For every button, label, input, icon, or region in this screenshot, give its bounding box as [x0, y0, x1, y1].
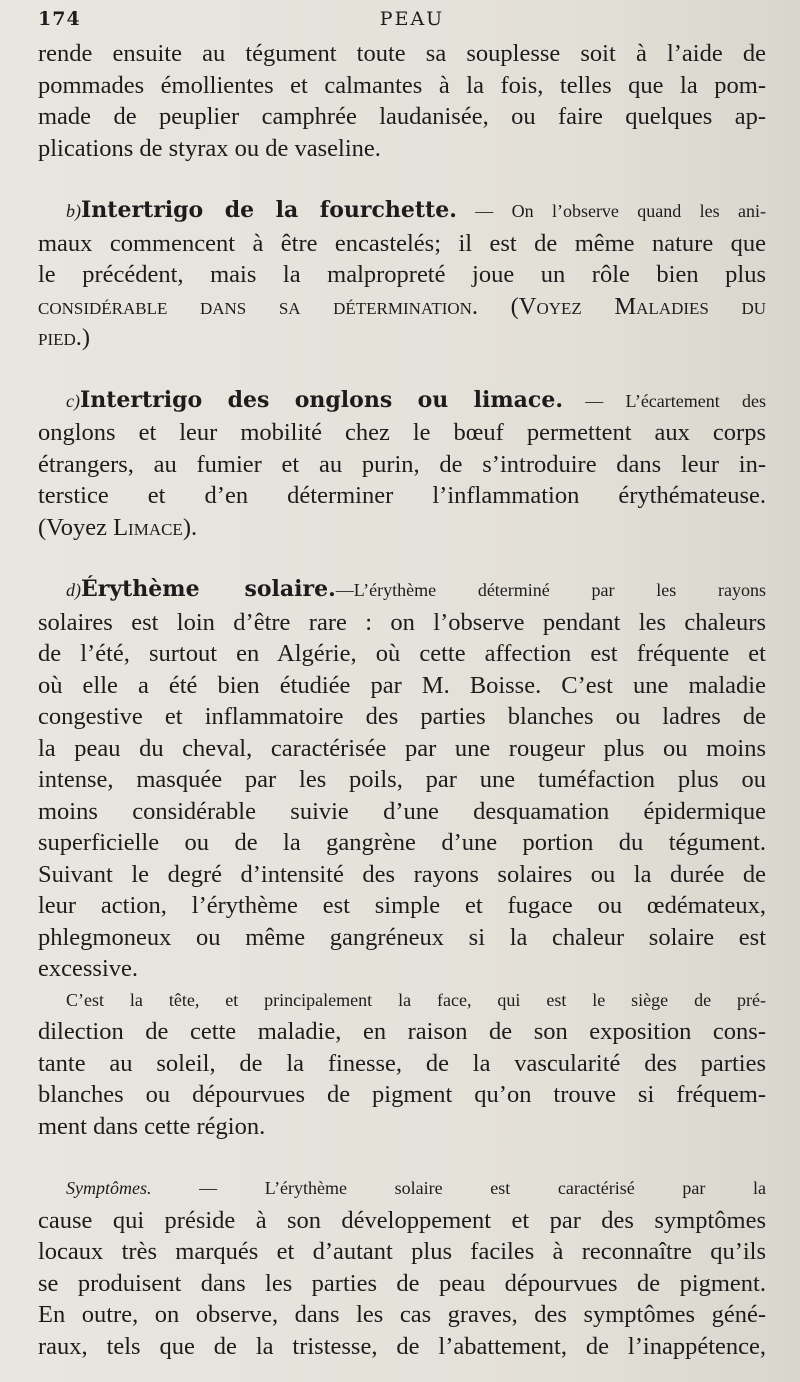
text-line: tante au soleil, de la finesse, de la vascularité des parties	[38, 1049, 766, 1077]
text-run: — L’érythème solaire est caractérisé par la	[151, 1178, 766, 1198]
text-line: pied.)	[38, 324, 91, 351]
section-b-intertrigo-fourchette	[38, 195, 766, 354]
section-d-erytheme-solaire	[38, 574, 766, 985]
text-run: —L’érythème déterminé par les rayons	[335, 580, 766, 600]
text-run: — L’écartement des	[563, 390, 766, 411]
text-line: étrangers, au fumier et au purin, de s’introduire dans leur in-	[38, 450, 766, 478]
text-line	[38, 574, 766, 607]
running-head	[38, 2, 766, 38]
section-marker: b)	[66, 201, 81, 221]
paragraph-continuation	[38, 38, 766, 164]
text-line: la peau du cheval, caractérisée par une rougeur plus ou moins	[38, 734, 766, 762]
section-marker: d)	[66, 580, 81, 600]
text-line: blanches ou dépourvues de pigment qu’on trouve si fréquem-	[38, 1081, 766, 1108]
text-line: raux, tels que de la tristesse, de l’abattement, de l’inappétence,	[38, 1332, 766, 1360]
running-title: PEAU	[379, 8, 445, 30]
text-line: ment dans cette région.	[38, 1112, 266, 1140]
text-line: où elle a été bien étudiée par M. Boisse. C’est une maladie	[38, 671, 766, 699]
text-line: pommades émollientes et calmantes à la fois, telles que la pom-	[38, 71, 766, 99]
paragraph-localisation	[38, 985, 766, 1143]
text-line: le précédent, mais la malpropreté joue un rôle bien plus	[38, 261, 766, 288]
text-line	[38, 195, 766, 228]
section-heading: Intertrigo des onglons ou limace.	[79, 386, 563, 413]
text-line: congestive et inflammatoire des parties blanches ou ladres de	[38, 703, 766, 730]
text-line: moins considérable suivie d’une desquamation épidermique	[38, 797, 766, 825]
text-line	[38, 1173, 766, 1205]
section-symptomes	[38, 1173, 766, 1362]
section-heading: Intertrigo de la fourchette.	[81, 197, 457, 223]
text-line: En outre, on observe, dans les cas graves, des symptômes géné-	[38, 1301, 766, 1328]
text-line: se produisent dans les parties de peau dépourvues de pigment.	[38, 1269, 766, 1297]
text-line	[38, 385, 766, 418]
text-line: Suivant le degré d’intensité des rayons solaires ou la durée de	[38, 860, 766, 888]
text-line: locaux très marqués et d’autant plus faciles à reconnaître qu’ils	[38, 1238, 766, 1265]
section-heading: Érythème solaire.	[81, 576, 336, 602]
text-run: ).	[182, 513, 198, 541]
text-line: excessive.	[38, 955, 138, 982]
text-line: C’est la tête, et principalement la face, qui est le siège de pré-	[66, 989, 766, 1010]
text-line: considérable dans sa détermination. (Voyez Maladies du	[38, 292, 766, 320]
text-run: (Voyez	[38, 513, 114, 541]
text-line: dilection de cette maladie, en raison de son exposition cons-	[38, 1018, 766, 1045]
text-line	[38, 512, 766, 544]
text-line: made de peuplier camphrée laudanisée, ou faire quelques ap-	[38, 103, 766, 130]
text-line: plications de styrax ou de vaseline.	[38, 134, 381, 162]
text-line: solaires est loin d’être rare : on l’observe pendant les chaleurs	[38, 608, 766, 636]
text-line: rende ensuite au tégument toute sa souplesse soit à l’aide de	[38, 40, 766, 67]
text-line: superficielle ou de la gangrène d’une portion du tégument.	[38, 829, 766, 856]
text-line: de l’été, surtout en Algérie, où cette affection est fréquente et	[38, 640, 766, 667]
section-marker: c)	[66, 390, 80, 411]
text-line: terstice et d’en déterminer l’inflammation érythémateuse.	[38, 482, 766, 509]
section-heading: Symptômes.	[66, 1178, 152, 1198]
text-line: leur action, l’érythème est simple et fugace ou œdémateux,	[38, 892, 766, 919]
page-number: 174	[38, 8, 81, 30]
text-run: — On l’observe quand les ani-	[456, 201, 766, 221]
text-line: onglons et leur mobilité chez le bœuf permettent aux corps	[38, 419, 766, 446]
section-c-intertrigo-onglons	[38, 385, 766, 544]
text-line: cause qui préside à son développement et par des symptômes	[38, 1206, 766, 1234]
text-line: intense, masquée par les poils, par une tuméfaction plus ou	[38, 766, 766, 793]
text-line: maux commencent à être encastelés; il est de même nature que	[38, 229, 766, 257]
cross-reference: Limace	[113, 513, 183, 541]
text-line: phlegmoneux ou même gangréneux si la chaleur solaire est	[38, 923, 766, 951]
